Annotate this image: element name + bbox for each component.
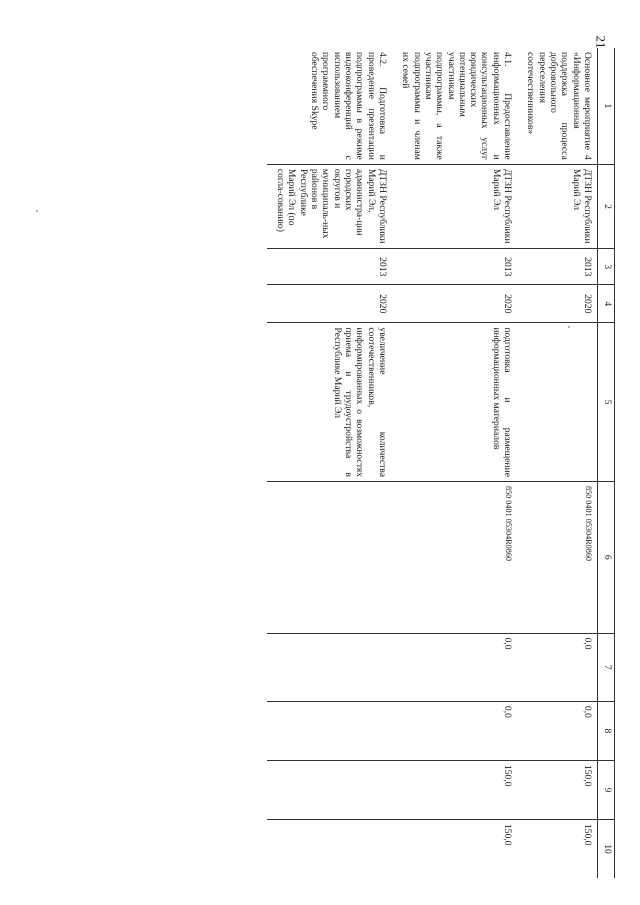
header-col-10: 10: [598, 819, 615, 878]
scan-speck: [568, 326, 570, 328]
cell-end-year: 2020: [517, 285, 597, 323]
cell-result: [517, 323, 597, 482]
cell-activity: 4.2. Подготовка и проведение презентации подпрограммы в режиме видеоконференций с использованием программного обеспечения Skype: [309, 52, 388, 160]
header-col-2: 2: [598, 164, 615, 249]
cell-executor: ДТЗН Республики Марий Эл, администра-ции городских округов и муниципаль-ных районов в Республике Марий Эл (по согла-сованию): [267, 164, 392, 249]
header-col-6: 6: [598, 481, 615, 633]
cell-end-year: 2020: [392, 285, 517, 323]
header-col-1: 1: [598, 48, 615, 164]
cell-activity: Основное мероприятие 4 «Информационная поддержка процесса добровольного переселения соотечественников»: [525, 52, 593, 160]
cell-budget-code: 850 0401 05304R0860: [392, 481, 517, 633]
program-table: [267, 48, 615, 878]
cell-value-9: 150,0: [517, 760, 597, 819]
scan-speck: [36, 210, 38, 212]
header-col-3: 3: [598, 249, 615, 285]
cell-executor: ДТЗН Республики Марий Эл: [392, 164, 517, 249]
cell-activity: 4.1. Предоставление информационных и консультационных услуг юридических потенциальным участникам подпрограммы, а также участникам подпрограммы и членам их семей: [400, 52, 514, 160]
cell-start-year: 2013: [517, 249, 597, 285]
cell-value-10: 150,0: [517, 819, 597, 878]
cell-start-year: 2013: [392, 249, 517, 285]
header-col-7: 7: [598, 633, 615, 701]
cell-budget-code: 850 0401 05304R0860: [517, 481, 597, 633]
cell-value-7: 0,0: [517, 633, 597, 701]
cell-budget-code: [267, 481, 392, 633]
rotated-table-container: [115, 48, 615, 878]
cell-executor: ДТЗН Республики Марий Эл: [517, 164, 597, 249]
cell-result: увеличение количества соотечественников, информированных о возможностях приема и трудоустройства в Республике Марий Эл: [267, 323, 392, 482]
table-row: [392, 48, 517, 878]
cell-value-8: 0,0: [392, 701, 517, 760]
table-header-row: [598, 48, 615, 878]
header-col-8: 8: [598, 701, 615, 760]
cell-value-7: 0,0: [392, 633, 517, 701]
header-col-4: 4: [598, 285, 615, 323]
table-row: [517, 48, 597, 878]
header-col-9: 9: [598, 760, 615, 819]
cell-value-8: 0,0: [517, 701, 597, 760]
page-number: 21: [593, 35, 609, 49]
cell-end-year: 2020: [267, 285, 392, 323]
header-col-5: 5: [598, 323, 615, 482]
cell-start-year: 2013: [267, 249, 392, 285]
table-row: [267, 48, 392, 878]
cell-value-9: 150,0: [392, 760, 517, 819]
cell-value-10: 150,0: [392, 819, 517, 878]
cell-result: подготовка и размещение информационных материалов: [392, 323, 517, 482]
cell-value-9: [267, 760, 392, 819]
cell-value-10: [267, 819, 392, 878]
cell-value-8: [267, 701, 392, 760]
cell-value-7: [267, 633, 392, 701]
